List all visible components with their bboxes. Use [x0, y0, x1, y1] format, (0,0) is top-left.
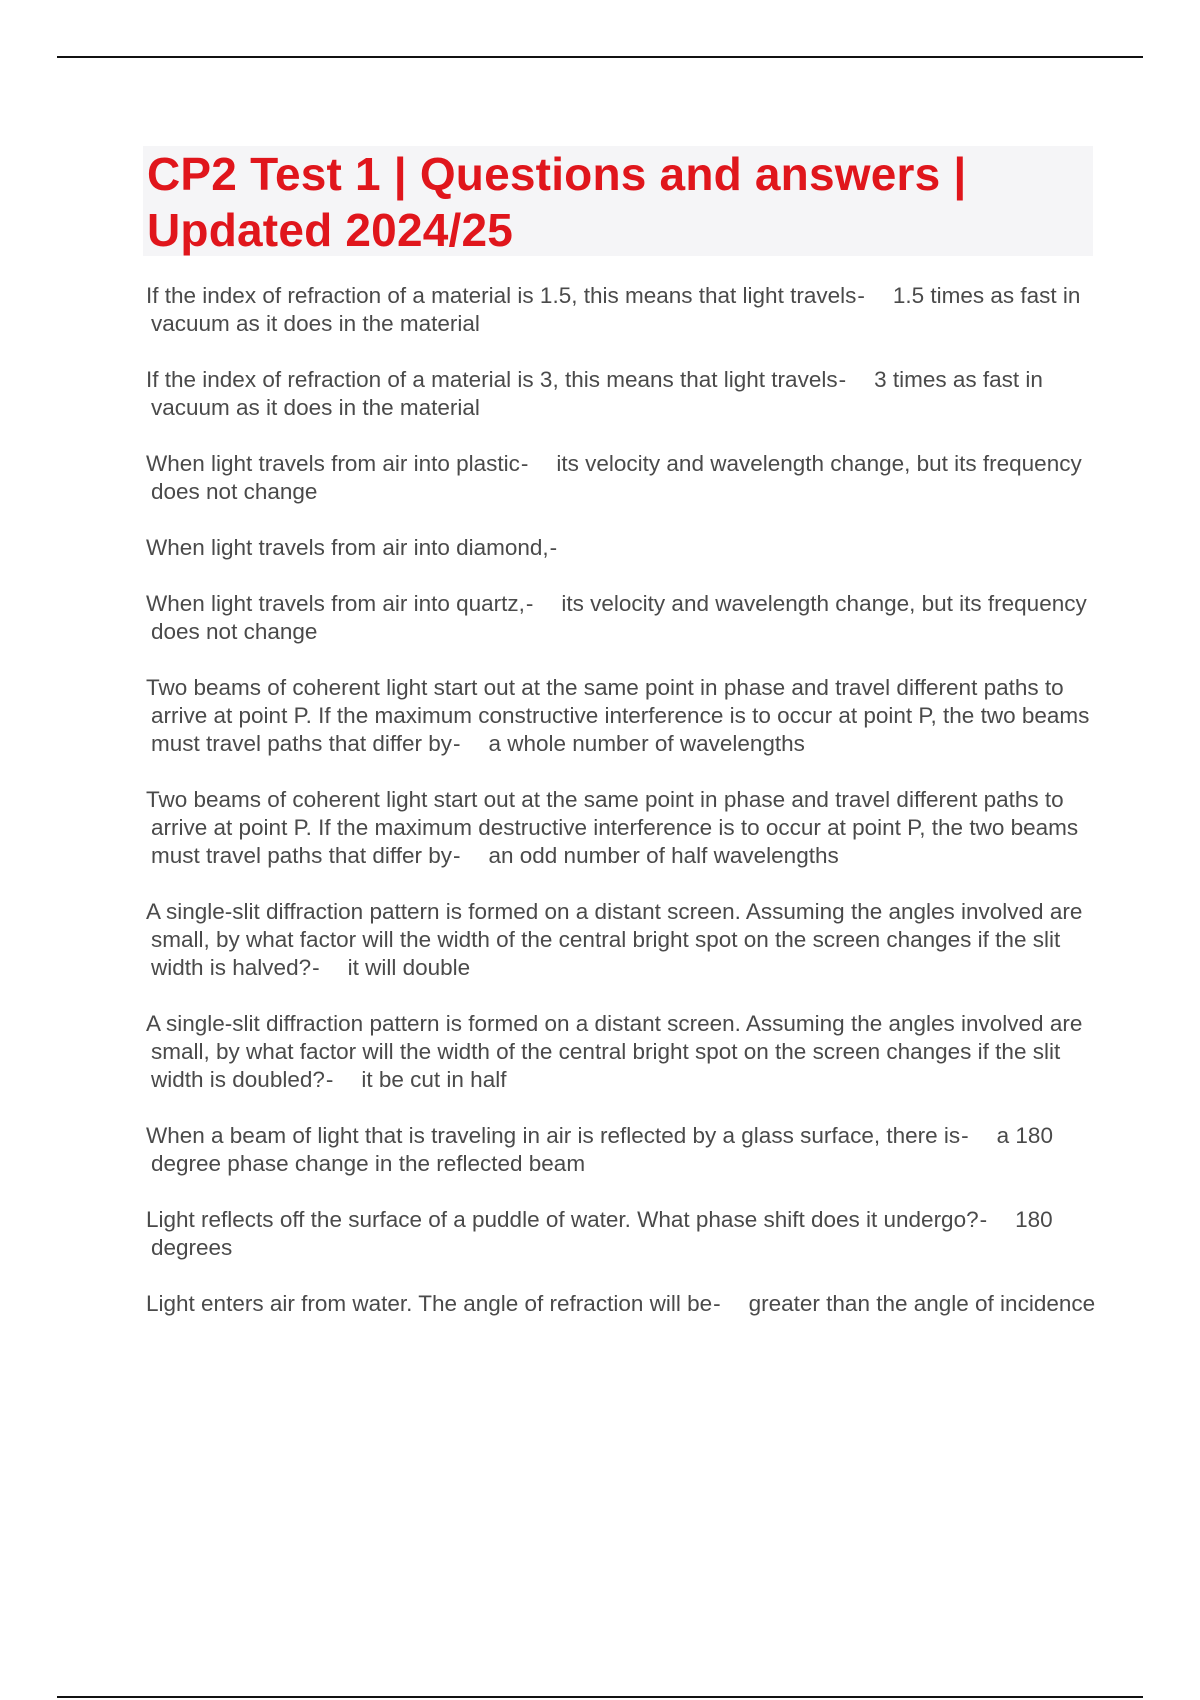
question-text: Light enters air from water. The angle of refraction will be [146, 1291, 713, 1316]
question-text: Light reflects off the surface of a puddle of water. What phase shift does it undergo? [146, 1207, 979, 1232]
answer-text: 180 degrees [151, 1207, 1053, 1260]
answer-text: its velocity and wavelength change, but its frequency does not change [151, 451, 1082, 504]
question-text: If the index of refraction of a material is 3, this means that light travels [146, 367, 838, 392]
qa-separator: - [838, 367, 847, 392]
question-text: When a beam of light that is traveling in air is reflected by a glass surface, there is [146, 1123, 961, 1148]
question-text: When light travels from air into diamond, [146, 535, 549, 560]
document-title: CP2 Test 1 | Questions and answers | Updated 2024/25 [147, 148, 967, 256]
qa-item [146, 898, 1096, 982]
question-text: A single-slit diffraction pattern is formed on a distant screen. Assuming the angles involved are small, by what factor will the width of the central bright spot on the screen changes if the slit width is doubled? [146, 1011, 1083, 1092]
qa-item [146, 1290, 1096, 1318]
qa-separator: - [979, 1207, 988, 1232]
question-text: When light travels from air into quartz, [146, 591, 525, 616]
answer-text: it be cut in half [361, 1067, 507, 1092]
qa-item [146, 282, 1096, 338]
header-rule [57, 56, 1143, 58]
qa-item [146, 534, 1096, 562]
answer-text: its velocity and wavelength change, but its frequency does not change [151, 591, 1087, 644]
qa-item [146, 366, 1096, 422]
qa-separator: - [961, 1123, 969, 1148]
answer-text [563, 535, 585, 560]
answer-text: an odd number of half wavelengths [488, 843, 839, 868]
qa-separator: - [325, 1067, 334, 1092]
title-block [143, 146, 1093, 256]
question-text: Two beams of coherent light start out at the same point in phase and travel different paths to arrive at point P. If the maximum destructive interference is to occur at point P, the two beams must travel paths that differ by [146, 787, 1079, 868]
qa-separator: - [857, 283, 865, 308]
answer-text: it will double [347, 955, 471, 980]
question-text: Two beams of coherent light start out at the same point in phase and travel different paths to arrive at point P. If the maximum constructive interference is to occur at point P, the two beams must travel paths that differ by [146, 675, 1090, 756]
qa-separator: - [713, 1291, 721, 1316]
qa-separator: - [525, 591, 534, 616]
qa-item [146, 450, 1096, 506]
question-text: When light travels from air into plastic [146, 451, 520, 476]
question-text: If the index of refraction of a material is 1.5, this means that light travels [146, 283, 857, 308]
qa-list [146, 282, 1096, 1346]
footer-rule [57, 1696, 1143, 1698]
answer-text: greater than the angle of incidence [748, 1291, 1096, 1316]
qa-item [146, 674, 1096, 758]
answer-text: a 180 degree phase change in the reflected beam [151, 1123, 1053, 1176]
qa-item [146, 1122, 1096, 1178]
qa-separator: - [452, 731, 461, 756]
qa-separator: - [520, 451, 529, 476]
answer-text: 3 times as fast in vacuum as it does in the material [151, 367, 1043, 420]
qa-item [146, 590, 1096, 646]
qa-separator: - [312, 955, 320, 980]
qa-item [146, 1010, 1096, 1094]
answer-text: a whole number of wavelengths [488, 731, 805, 756]
qa-separator: - [452, 843, 461, 868]
qa-separator: - [549, 535, 558, 560]
question-text: A single-slit diffraction pattern is formed on a distant screen. Assuming the angles involved are small, by what factor will the width of the central bright spot on the screen changes if the slit width is halved? [146, 899, 1083, 980]
qa-item [146, 1206, 1096, 1262]
answer-text: 1.5 times as fast in vacuum as it does in the material [151, 283, 1081, 336]
qa-item [146, 786, 1096, 870]
